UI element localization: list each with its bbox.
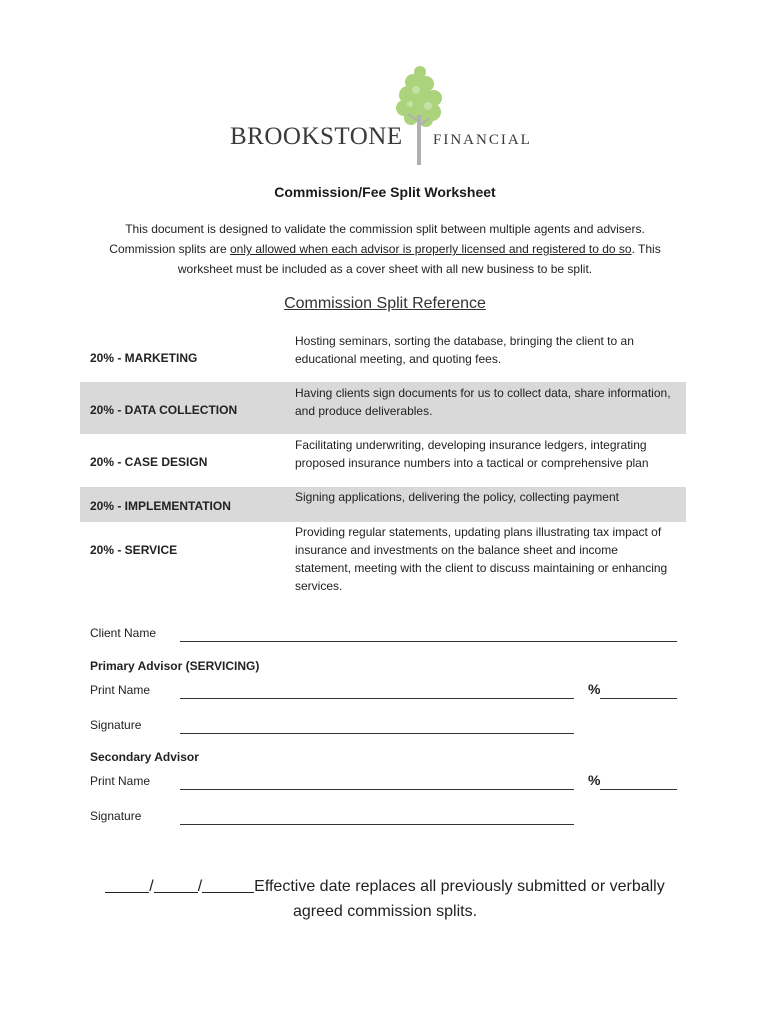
secondary-advisor-heading: Secondary Advisor (90, 750, 199, 764)
client-name-label: Client Name (90, 626, 157, 640)
effective-date-text: Effective date replaces all previously submitted or verbally (254, 878, 665, 895)
primary-print-name-label: Print Name (90, 683, 151, 697)
reference-description: Hosting seminars, sorting the database, bringing the client to an educational meeting, and quoting fees. (295, 334, 634, 366)
effective-date-text-line-2: agreed commission splits. (292, 903, 478, 920)
reference-description: Having clients sign documents for us to collect data, share information, and produce deliverables. (295, 386, 671, 418)
reference-description: Facilitating underwriting, developing insurance ledgers, integrating proposed insurance numbers into a tactical or comprehensive plan (295, 438, 649, 470)
tree-icon (228, 60, 548, 172)
effective-date-statement (0, 874, 770, 924)
secondary-percent-symbol: % (588, 772, 601, 788)
secondary-print-name-label: Print Name (90, 774, 151, 788)
primary-advisor-heading: Primary Advisor (SERVICING) (90, 659, 260, 673)
primary-signature-field[interactable] (180, 719, 574, 734)
date-separator: / (197, 878, 203, 895)
secondary-print-name-field[interactable] (180, 775, 574, 790)
reference-description: Signing applications, delivering the policy, collecting payment (295, 490, 619, 504)
primary-percent-symbol: % (588, 681, 601, 697)
commission-reference-table (80, 330, 686, 602)
date-year-field[interactable] (202, 876, 254, 893)
logo-tagline: FINANCIAL (433, 132, 532, 148)
reference-row-implementation (80, 487, 686, 522)
intro-line-2-end: . This (631, 242, 661, 256)
primary-signature-label: Signature (90, 718, 142, 732)
date-month-field[interactable] (105, 876, 149, 893)
intro-line-3: worksheet must be included as a cover sheet with all new business to be split. (177, 262, 593, 276)
secondary-percent-field[interactable] (600, 775, 677, 790)
reference-row-data-collection (80, 382, 686, 434)
date-separator: / (149, 878, 154, 895)
intro-line-2 (80, 239, 690, 259)
reference-description: Providing regular statements, updating plans illustrating tax impact of insurance and investments on the balance sheet and income statement, meeting with the client to discuss maintaining or enhancing services. (295, 525, 668, 593)
primary-print-name-field[interactable] (180, 684, 574, 699)
intro-paragraph (80, 219, 690, 279)
intro-underlined-text: only allowed when each advisor is properly licensed and registered to do so (230, 242, 632, 256)
reference-heading: Commission Split Reference (284, 295, 486, 312)
date-day-field[interactable] (154, 876, 198, 893)
primary-percent-field[interactable] (600, 684, 677, 699)
reference-label: 20% - DATA COLLECTION (90, 403, 238, 417)
reference-label: 20% - CASE DESIGN (90, 455, 208, 469)
reference-row-case-design (80, 434, 686, 487)
reference-row-service (80, 522, 686, 602)
reference-label: 20% - IMPLEMENTATION (90, 499, 231, 513)
intro-line-2-start: Commission splits are (109, 242, 230, 256)
effective-date-line (0, 874, 770, 899)
page-title: Commission/Fee Split Worksheet (274, 184, 496, 200)
logo-brand: BROOKSTONE (230, 123, 403, 150)
secondary-signature-label: Signature (90, 809, 142, 823)
reference-label: 20% - SERVICE (90, 543, 178, 557)
brookstone-logo (228, 60, 548, 172)
client-name-field[interactable] (180, 627, 677, 642)
secondary-signature-field[interactable] (180, 810, 574, 825)
reference-row-marketing (80, 330, 686, 382)
intro-line-1: This document is designed to validate the commission split between multiple agents and advisers. (125, 222, 645, 236)
reference-label: 20% - MARKETING (90, 351, 198, 365)
